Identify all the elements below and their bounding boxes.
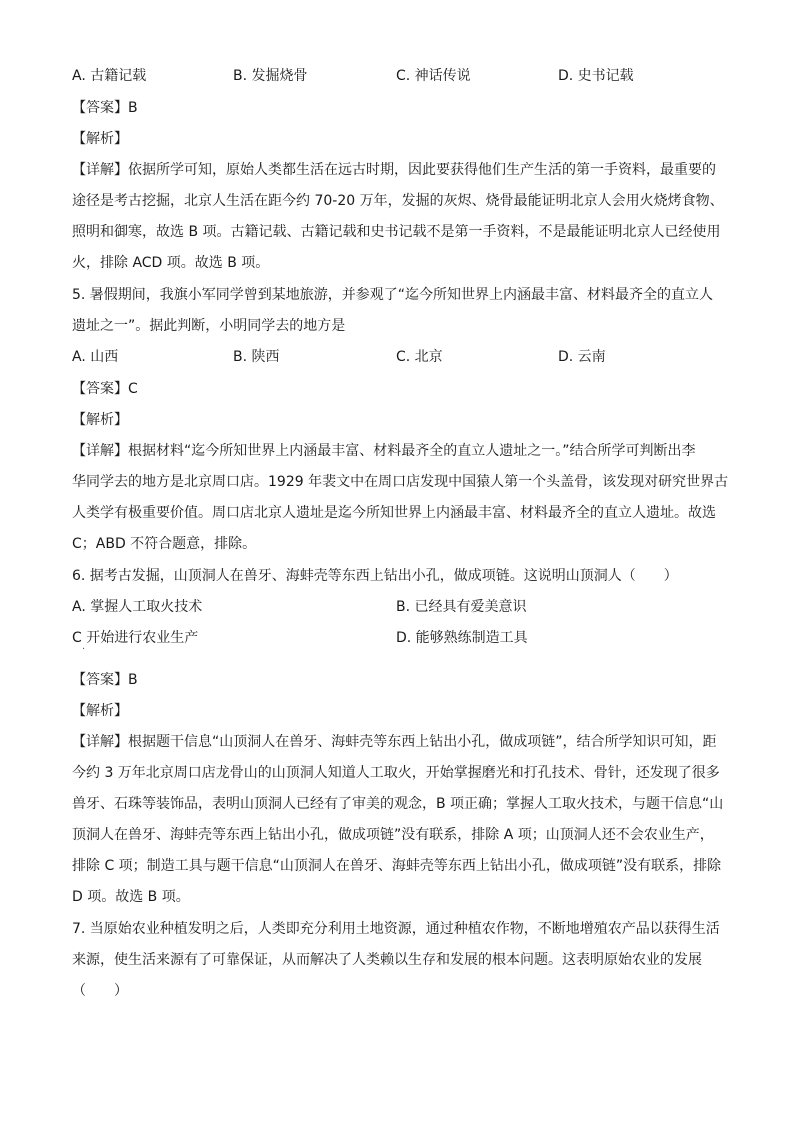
q4-option-a: A. 古籍记载 <box>72 68 147 84</box>
q6-option-b: B. 已经具有爱美意识 <box>396 599 527 615</box>
q5-option-a: A. 山西 <box>72 349 119 365</box>
q6-stem: 6. 据考古发掘，山顶洞人在兽牙、海蚌壳等东西上钻出小孔，做成项链。这说明山顶洞人（ ） <box>72 568 678 584</box>
q6-detail-line: 今约 3 万年北京周口店龙骨山的山顶洞人知道人工取火，开始掌握磨光和打孔技术、骨针，还发现了很多 <box>72 765 720 781</box>
q6-answer: 【答案】B <box>72 672 138 688</box>
q6-detail-line: 【详解】根据题干信息“山顶洞人在兽牙、海蚌壳等东西上钻出小孔，做成项链”，结合所学知识可知，距 <box>72 734 717 750</box>
q4-detail-line: 【详解】依据所学可知，原始人类都生活在远古时期，因此要获得他们生产生活的第一手资料，最重要的 <box>72 162 716 178</box>
q6-detail-line: 顶洞人在兽牙、海蚌壳等东西上钻出小孔，做成项链”没有联系，排除 A 项；山顶洞人还不会农业生产， <box>72 827 714 843</box>
q5-option-c: C. 北京 <box>396 349 443 365</box>
q6-detail <box>72 727 722 913</box>
q5-stem-line: 遗址之一”。据此判断，小明同学去的地方是 <box>72 318 346 334</box>
q5-detail-line: 【详解】根据材料“迄今所知世界上内涵最丰富、材料最齐全的直立人遗址之一。”结合所学可判断出李 <box>72 443 696 459</box>
q6-option-a: A. 掌握人工取火技术 <box>72 599 203 615</box>
q6-option-d: D. 能够熟练制造工具 <box>396 630 528 646</box>
q4-detail <box>72 155 722 279</box>
q4-detail-line: 火，排除 ACD 项。故选 B 项。 <box>72 255 270 271</box>
q4-option-c: C. 神话传说 <box>396 68 471 84</box>
q7-stem-line: 来源，使生活来源有了可靠保证，从而解决了人类赖以生存和发展的根本问题。这表明原始农业的发展 <box>72 952 702 968</box>
q5-detail-line: 华同学去的地方是北京周口店。1929 年裴文中在周口店发现中国猿人第一个头盖骨，该发现对研究世界古 <box>72 474 729 490</box>
q7-stem-line: （ ） <box>72 983 128 999</box>
q5-stem-line: 5. 暑假期间，我旗小军同学曾到某地旅游，并参观了“迄今所知世界上内涵最丰富、材料最齐全的直立人 <box>72 287 714 303</box>
q6-analysis-label: 【解析】 <box>72 703 128 719</box>
q4-detail-line: 途径是考古挖掘，北京人生活在距今约 70-20 万年，发掘的灰烬、烧骨最能证明北京人会用火烧烤食物、 <box>72 193 724 209</box>
q5-stem <box>72 280 722 342</box>
q5-detail-line: C；ABD 不符合题意，排除。 <box>72 536 257 552</box>
q5-detail-line: 人类学有极重要价值。周口店北京人遗址是迄今所知世界上内涵最丰富、材料最齐全的直立人遗址。故选 <box>72 505 716 521</box>
q6-option-c: C 开始进行农业生产 <box>72 630 199 646</box>
q5-analysis-label: 【解析】 <box>72 412 128 428</box>
q5-answer: 【答案】C <box>72 381 138 397</box>
stray-mark: · <box>82 644 86 655</box>
q6-detail-line: 排除 C 项；制造工具与题干信息“山顶洞人在兽牙、海蚌壳等东西上钻出小孔，做成项链”没有联系，排除 <box>72 858 722 874</box>
q4-answer: 【答案】B <box>72 100 138 116</box>
q7-stem <box>72 914 722 1007</box>
q5-option-d: D. 云南 <box>558 349 606 365</box>
q5-option-b: B. 陕西 <box>233 349 280 365</box>
q7-stem-line: 7. 当原始农业种植发明之后，人类即充分利用土地资源，通过种植农作物，不断地增殖农产品以获得生活 <box>72 921 720 937</box>
q5-detail <box>72 436 729 560</box>
q4-option-d: D. 史书记载 <box>558 68 634 84</box>
q4-analysis-label: 【解析】 <box>72 131 128 147</box>
q4-detail-line: 照明和御寒，故选 B 项。古籍记载、古籍记载和史书记载不是第一手资料，不是最能证明北京人已经使用 <box>72 224 721 240</box>
q4-option-b: B. 发掘烧骨 <box>233 68 308 84</box>
q6-detail-line: D 项。故选 B 项。 <box>72 889 190 905</box>
q6-detail-line: 兽牙、石珠等装饰品，表明山顶洞人已经有了审美的观念，B 项正确；掌握人工取火技术，与题干信息“山 <box>72 796 724 812</box>
